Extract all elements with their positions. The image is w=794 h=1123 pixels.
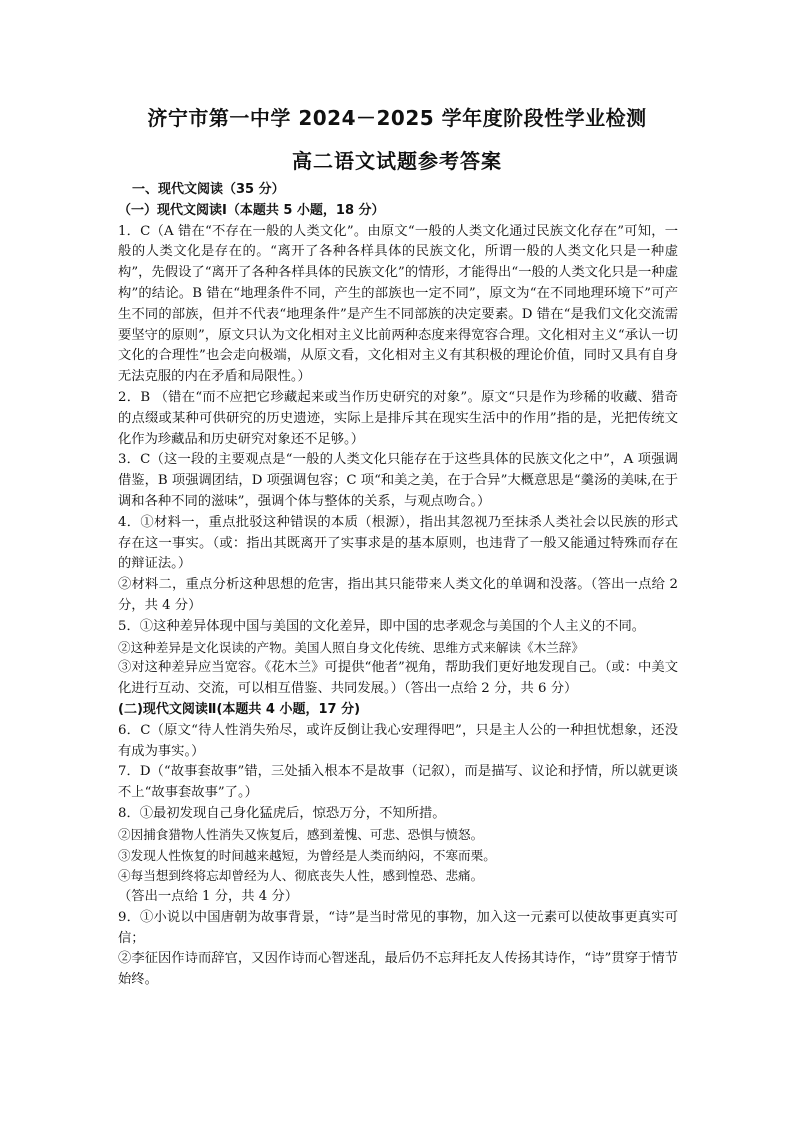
answer-q8-point2: ②因捕食猎物人性消失又恢复后，感到羞愧、可悲、恐惧与愤怒。 (118, 826, 484, 842)
document-subtitle: 高二语文试题参考答案 (292, 149, 502, 173)
answer-q6: 6．C（原文“待人性消失殆尽，或许反倒让我心安理得吧”，只是主人公的一种担忧想象，还没有成为事实。） (118, 722, 678, 759)
answer-content (118, 180, 678, 991)
answer-q7: 7．D（“故事套故事”错，三处插入根本不是故事（记叙），而是描写、议论和抒情，所以就更谈不上“故事套故事”了。） (118, 764, 678, 801)
answer-q2: 2．B （错在“而不应把它珍藏起来或当作历史研究的对象”。原文“只是作为珍稀的收藏、猎奇的点缀或某种可供研究的历史遗迹，实际上是排斥其在现实生活中的作用”指的是，光把传统文化作为珍藏品和历史研究对象还不足够。） (118, 389, 678, 447)
answer-q5-point2: ②这种差异是文化误读的产物。美国人照自身文化传统、思维方式来解读《木兰辞》 (118, 639, 584, 655)
answer-q5-point3: ③对这种差异应当宽容。《花木兰》可提供“他者”视角，帮助我们更好地发现自己。（或：中美文化进行互动、交流，可以相互借鉴、共同发展。）（答出一点给 2 分，共 6 分） (118, 660, 678, 697)
answer-q4-point1: 4．①材料一，重点批驳这种错误的本质（根源），指出其忽视乃至抹杀人类社会以民族的形式存在这一事实。（或：指出其既离开了实事求是的基本原则，也违背了一般又能通过特殊而存在的辩证法。） (118, 514, 678, 572)
answer-q9-point1: 9．①小说以中国唐朝为故事背景，“诗”是当时常见的事物，加入这一元素可以使故事更真实可信； (118, 909, 678, 946)
part1-heading: （一）现代文阅读Ⅰ（本题共 5 小题，18 分） (118, 202, 385, 218)
answer-q5-point1: 5．①这种差异体现中国与美国的文化差异，即中国的忠孝观念与美国的个人主义的不同。 (118, 618, 646, 634)
answer-q8-point4: ④每当想到终将忘却曾经为人、彻底丧失人性，感到惶恐、悲痛。 (118, 868, 484, 884)
answer-q3: 3．C（这一段的主要观点是“一般的人类文化只能存在于这些具体的民族文化之中”，A 项强调借鉴，B 项强调团结，D 项强调包容；C 项“和美之美，在于合异”大概意思是“羹汤的美味,在于调和各种不同的滋味”，强调个体与整体的关系，与观点吻合。） (118, 452, 678, 509)
answer-q8-scoring: （答出一点给 1 分，共 4 分） (118, 889, 299, 905)
document-title: 济宁市第一中学 2024－2025 学年度阶段性学业检测 (147, 106, 647, 130)
answer-q4-point2: ②材料二，重点分析这种思想的危害，指出其只能带来人类文化的单调和没落。（答出一点给 2 分，共 4 分） (118, 577, 678, 613)
answer-q8-point1: 8．①最初发现自己身化猛虎后，惊恐万分，不知所措。 (118, 805, 446, 821)
section1-heading: 一、现代文阅读（35 分） (132, 182, 285, 197)
answer-q9-point2: ②李征因作诗而辞官，又因作诗而心智迷乱，最后仍不忘拜托友人传扬其诗作，“诗”贯穿于情节始终。 (118, 951, 678, 988)
part2-heading: (二)现代文阅读Ⅱ(本题共 4 小题，17 分) (118, 701, 361, 717)
answer-q1: 1．C（A 错在“不存在一般的人类文化”。由原文“一般的人类文化通过民族文化存在”可知，一般的人类文化是存在的。“离开了各种各样具体的民族文化，所谓一般的人类文化只是一种虚构”，先假设了“离开了各种各样具体的民族文化”的情形，才能得出“一般的人类文化只是一种虚构”的结论。B 错在“地理条件不同，产生的部族也一定不同”，原文为“在不同地理环境下”可产生不同的部族，但并不代表“地理条件”是产生不同部族的决定要素。D 错在“是我们文化交流需要坚守的原则”，原文只认为文化相对主义比前两种态度来得宽容合理。文化相对主义“承认一切文化的合理性”也会走向极端，从原文看，文化相对主义有其积极的理论价值，同时又具有自身无法克服的内在矛盾和局限性。） (118, 223, 678, 385)
answer-q8-point3: ③发现人性恢复的时间越来越短，为曾经是人类而纳闷，不寒而栗。 (118, 847, 496, 863)
